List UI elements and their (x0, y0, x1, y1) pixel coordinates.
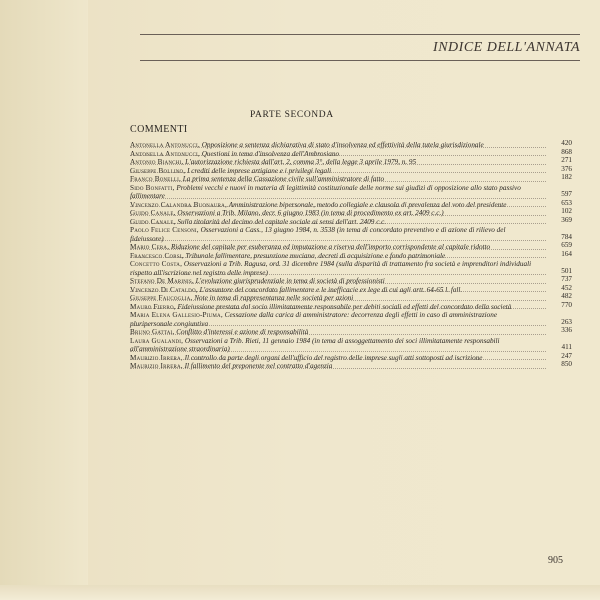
entry-page-number: 369 (561, 215, 572, 224)
entry-author: Maurizio Irrera, (130, 353, 183, 362)
part-title: PARTE SECONDA (250, 110, 334, 120)
entry-text (130, 249, 580, 261)
dot-leader (130, 359, 546, 360)
entry-text (130, 243, 580, 252)
entry-page-number: 336 (561, 326, 572, 334)
entry-author: Maria Elena Gallesio-Piuma, (130, 311, 223, 319)
entry-title: Conflitto d'interessi e azione di responsabilità (176, 328, 309, 336)
entry-page-number: 770 (561, 300, 572, 309)
index-entry (130, 243, 580, 250)
dot-leader (130, 181, 546, 182)
entry-title: Il fallimento del preponente nel contratto d'agenzia (184, 362, 333, 370)
entry-page-number: 102 (561, 207, 572, 215)
index-entry (130, 209, 580, 216)
entry-author: Guido Canale, (130, 209, 176, 217)
entry-author: Paolo Felice Censoni, (130, 226, 199, 234)
entry-title: Fideiussione prestata dal socio illimitatamente responsabile per debiti sociali ed effetti del concordato della società (177, 302, 512, 311)
dot-leader (130, 215, 546, 216)
section-title: COMMENTI (130, 124, 188, 135)
dot-leader (130, 291, 546, 292)
dot-leader (130, 325, 546, 326)
entry-page-number: 501 (561, 266, 572, 275)
dot-leader (130, 172, 546, 173)
header-rule-bottom (140, 60, 580, 61)
entry-text (130, 147, 580, 159)
entry-text (130, 328, 580, 337)
entry-page-number: 737 (561, 275, 572, 283)
dot-leader (130, 300, 546, 301)
entry-title: Amministrazione bipersonale, metodo collegiale e clausola di prevalenza del voto del presidente (228, 200, 507, 209)
entry-title: Il controllo da parte degli organi dell'ufficio del registro delle imprese sugli atti sottoposti ad iscrizione (184, 353, 483, 362)
entry-title: Osservazioni a Cass., 13 giugno 1984, n. 3538 (in tema di concordato preventivo e di azione di rilievo del fideiussore) (130, 226, 506, 243)
entry-page-number: 452 (561, 283, 572, 292)
entry-text (130, 351, 580, 363)
index-entry (130, 249, 580, 260)
entry-title: Tribunale fallimentare, presunzione muciana, decreti di acquisizione e fondo patrimoniale (185, 251, 446, 260)
index-entries (130, 141, 580, 371)
entry-text (130, 215, 580, 227)
entry-page-number: 263 (561, 317, 572, 326)
dot-leader (130, 308, 546, 309)
entry-title: Note in tema di rappresentanza nelle società per azioni (194, 294, 354, 302)
entry-author: Franco Bonelli, (130, 175, 181, 183)
entry-text (130, 141, 580, 150)
entry-author: Stefano De Marinis, (130, 277, 194, 285)
entry-text (130, 209, 580, 218)
entry-page-number: 868 (561, 147, 572, 156)
index-entry (130, 277, 580, 284)
index-entry (130, 141, 580, 148)
index-entry (130, 260, 580, 275)
entry-author: Sido Bonfatti, (130, 183, 175, 192)
entry-page-number: 182 (561, 173, 572, 181)
entry-author: Giuseppe Bollino, (130, 166, 186, 175)
index-entry (130, 311, 580, 326)
index-entry (130, 215, 580, 226)
entry-title: L'assuntore del concordato fallimentare e le inefficacie ex lege di cui agli artt. 64-65 l. fall. (199, 285, 463, 294)
entry-title: Osservazioni a Trib. Milano, decr. 6 giugno 1983 (in tema di procedimento ex art. 2409 c.c.) (177, 209, 444, 217)
entry-title: I crediti delle imprese artigiane e i privilegi legali (187, 166, 332, 175)
entry-page-number: 164 (561, 249, 572, 258)
entry-page-number: 784 (561, 232, 572, 241)
entry-title: Cessazione dalla carica di amministratore: decorrenza degli effetti in caso di amministrazione pluripersonale congiuntiva (130, 311, 498, 328)
index-entry (130, 294, 580, 301)
entry-title: Questioni in tema d'insolvenza dell'Ambrosiano (201, 149, 340, 158)
dot-leader (130, 334, 546, 335)
entry-page-number: 376 (561, 164, 572, 173)
entry-author: Bruno Gattai, (130, 328, 175, 336)
index-entry (130, 184, 580, 199)
entry-text (130, 362, 580, 371)
entry-title: Problemi vecchi e nuovi in materia di legittimità costituzionale delle norme sui giudizi di opposizione allo stato passivo fallimentare (130, 183, 521, 200)
dot-leader (130, 249, 546, 250)
entry-author: Giuseppe Faucoglia, (130, 294, 193, 302)
index-entry (130, 362, 580, 369)
entry-text (130, 175, 580, 184)
page-bottom-edge (0, 585, 600, 600)
dot-leader (130, 368, 546, 369)
entry-title: Osservazioni a Trib. Ragusa, ord. 31 dicembre 1984 (sulla disparità di trattamento fra società e imprenditori individuali rispetto all'iscrizione nel registro delle imprese) (130, 260, 532, 277)
entry-page-number: 597 (561, 190, 572, 198)
dot-leader (130, 257, 546, 258)
dot-leader (130, 274, 546, 275)
index-entry (130, 351, 580, 362)
dot-leader (130, 351, 546, 352)
dot-leader (130, 206, 546, 207)
entry-title: Opposizione a sentenza dichiarativa di stato d'insolvenza ed effettività della tutela giurisdizionale (201, 141, 484, 149)
index-entry (130, 198, 580, 209)
entry-title: L'autorizzazione richiesta dall'art. 2, comma 3°, della legge 3 aprile 1979, n. 95 (185, 158, 417, 166)
entry-author: Antonella Antonucci, (130, 141, 200, 149)
entry-page-number: 482 (561, 292, 572, 300)
entry-author: Mario Cera, (130, 243, 170, 251)
dot-leader (130, 198, 546, 199)
entry-author: Francesco Corsi, (130, 251, 184, 260)
entry-page-number: 850 (561, 360, 572, 368)
entry-page-number: 653 (561, 198, 572, 207)
dot-leader (130, 283, 546, 284)
entry-author: Mauro Fierro, (130, 302, 176, 311)
entry-text (130, 277, 580, 286)
entry-title: L'evoluzione giurisprudenziale in tema di società di professionisti (195, 277, 385, 285)
index-entry (130, 300, 580, 311)
entry-text (130, 158, 580, 167)
index-entry (130, 337, 580, 352)
entry-text (130, 283, 580, 295)
entry-title: La prima sentenza della Cassazione civile sull'amministratore di fatto (182, 175, 385, 183)
entry-author: Guido Canale, (130, 217, 176, 226)
entry-title: Sulla titolarità del decimo del capitale sociale ai sensi dell'art. 2409 c.c. (177, 217, 387, 226)
entry-author: Antonio Bianchi, (130, 158, 184, 166)
dot-leader (130, 223, 546, 224)
entry-author: Maurizio Irrera, (130, 362, 183, 370)
dot-leader (130, 155, 546, 156)
entry-page-number: 420 (561, 139, 572, 147)
index-entry (130, 328, 580, 335)
index-entry (130, 164, 580, 175)
index-entry (130, 226, 580, 241)
entry-text (130, 300, 580, 312)
entry-text (130, 294, 580, 303)
index-entry (130, 175, 580, 182)
dot-leader (130, 240, 546, 241)
dot-leader (130, 164, 546, 165)
page-number: 905 (548, 555, 563, 566)
entry-author: Vincenzo Di Cataldo, (130, 285, 198, 294)
entry-author: Vincenzo Calandra Buonaura, (130, 200, 227, 209)
entry-title: Osservazioni a Trib. Rieti, 11 gennaio 1984 (in tema di assoggettamento dei soci illimitatamente responsabili all'amministrazione straordinaria) (130, 336, 500, 353)
entry-author: Concetto Costa, (130, 260, 183, 268)
entry-author: Antonella Antonucci, (130, 149, 200, 158)
entry-page-number: 411 (561, 343, 572, 351)
entry-page-number: 271 (561, 156, 572, 164)
entry-page-number: 659 (561, 241, 572, 249)
entry-text (130, 164, 580, 176)
entry-page-number: 247 (561, 351, 572, 360)
dot-leader (130, 147, 546, 148)
entry-title: Riduzione del capitale per esuberanza ed imputazione a riserva dell'importo corrispondente al capitale ridotto (171, 243, 491, 251)
running-header: INDICE DELL'ANNATA (433, 40, 580, 55)
entry-author: Laura Gualandi, (130, 336, 184, 345)
index-entry (130, 158, 580, 165)
index-entry (130, 283, 580, 294)
entry-text (130, 198, 580, 210)
header-rule-top (140, 34, 580, 35)
index-entry (130, 147, 580, 158)
